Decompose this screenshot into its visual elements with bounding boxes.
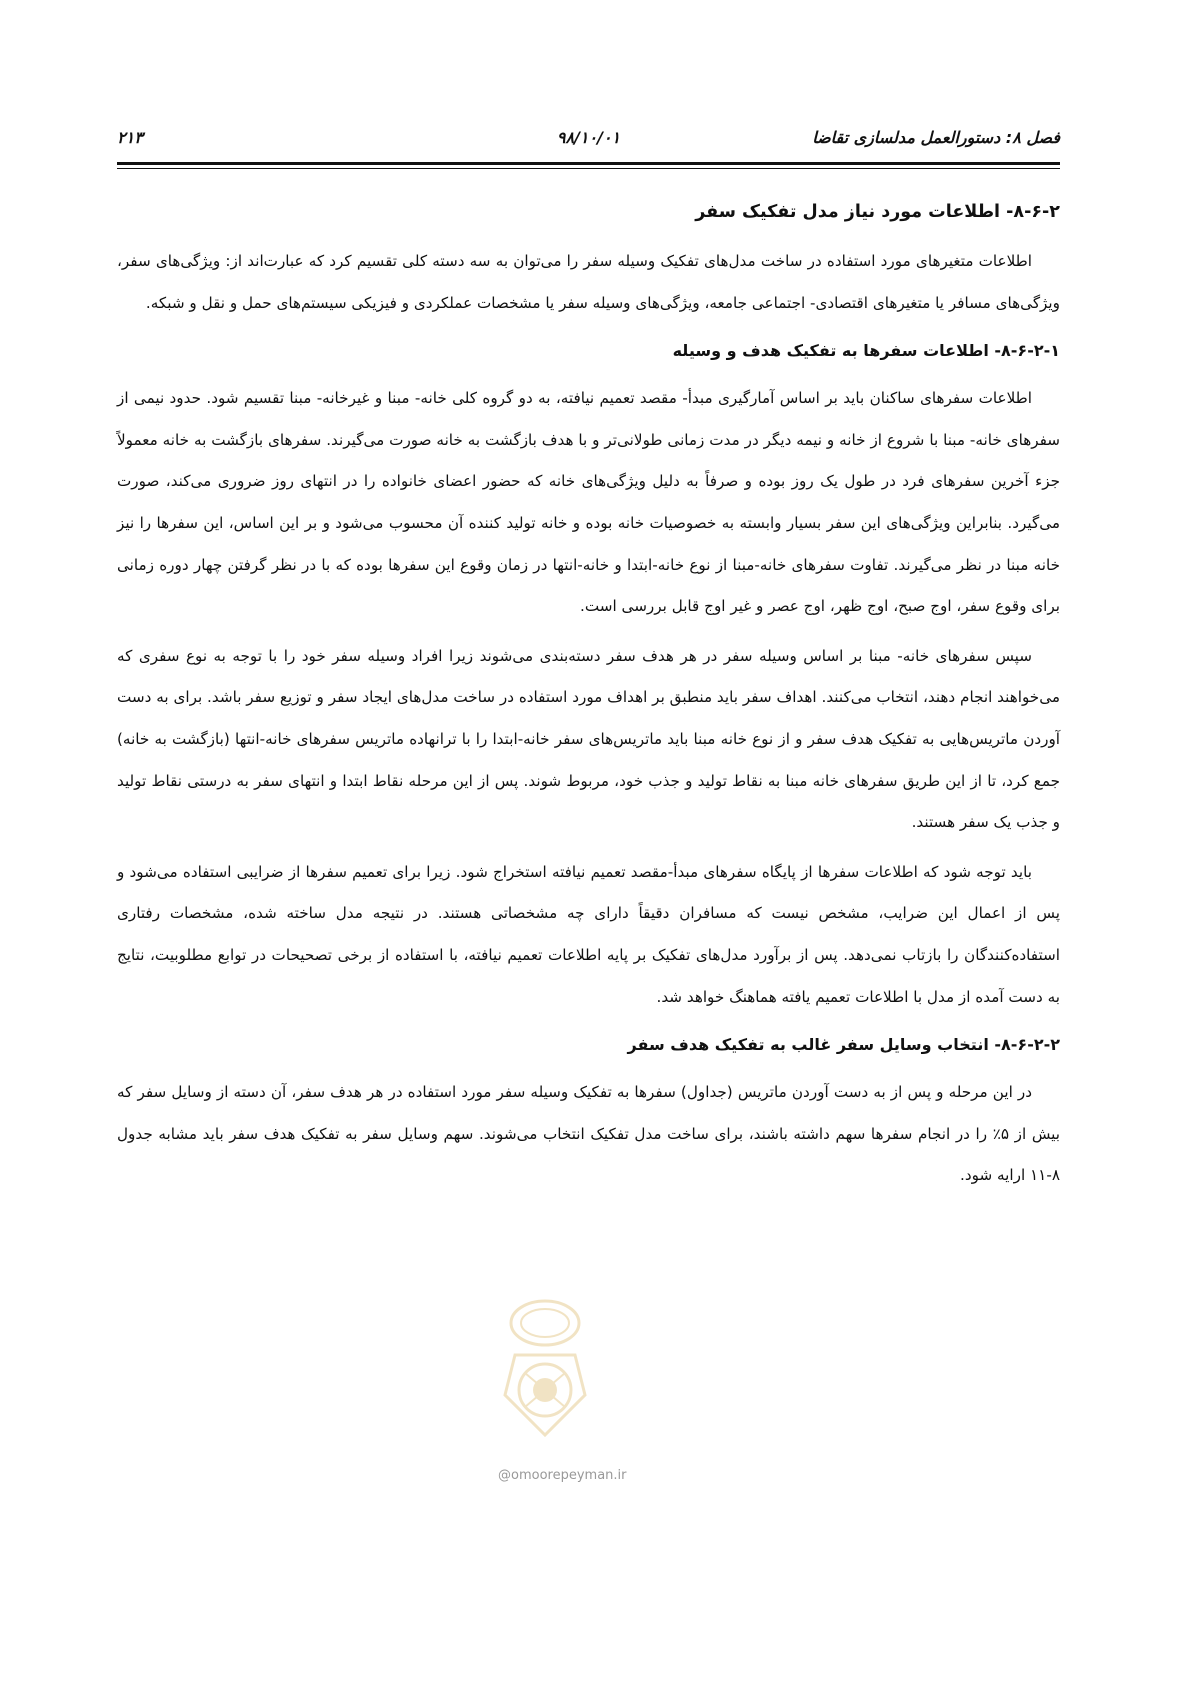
- paragraph: باید توجه شود که اطلاعات سفرها از پایگاه سفرهای مبدأ-مقصد تعمیم نیافته استخراج شود. زیرا برای تعمیم سفرها از ضرایبی استفاده می‌شود و پس از اعمال این ضرایب، مشخص نیست که مسافران دقیقاً دارای چه مشخصاتی هستند. در نتیجه مدل ساخته شده، مشخصات رفتاری استفاده‌کنندگان را بازتاب نمی‌دهد. پس از برآورد مدل‌های تفکیک بر پایه اطلاعات تعمیم نیافته، با استفاده از برخی تصحیحات در توابع مطلوبیت، نتایج به دست آمده از مدل با اطلاعات تعمیم یافته هماهنگ خواهد شد.: [117, 862, 1060, 1006]
- subsection-1-heading: ۸-۶-۲-۱- اطلاعات سفرها به تفکیک هدف و وسیله: [672, 341, 1060, 361]
- paragraph: اطلاعات سفرهای ساکنان باید بر اساس آمارگیری مبدأ- مقصد تعمیم نیافته، به دو گروه کلی خانه- مبنا و غیرخانه- مبنا تقسیم شود. حدود نیمی از سفرهای خانه- مبنا با شروع از خانه و نیمه دیگر در مدت زمانی طولانی‌تر و با هدف بازگشت به خانه صورت می‌گیرند. سفرهای بازگشت به خانه معمولاً جزء آخرین سفرهای فرد در طول یک روز بوده و صرفاً به دلیل ویژگی‌های خانه که حضور اعضای خانواده را در انتهای روز ضروری می‌کند، صورت می‌گیرد. بنابراین ویژگی‌های این سفر بسیار وابسته به خصوصیات خانه بوده و خانه تولید کننده آن محسوب می‌شود و بر این اساس، این سفرها را نیز خانه مبنا در نظر می‌گیرند. تفاوت سفرهای خانه-مبنا از نوع خانه-ابتدا و خانه-انتها در زمان وقوع این سفرها بوده که با در نظر گرفتن چهار دوره زمانی برای وقوع سفر، اوج صبح، اوج ظهر، اوج عصر و غیر اوج قابل بررسی است.: [117, 389, 1060, 616]
- page-content: [117, 195, 1060, 1207]
- seal-watermark-icon: [485, 1295, 605, 1445]
- subsection-2-heading: ۸-۶-۲-۲- انتخاب وسایل سفر غالب به تفکیک هدف سفر: [627, 1035, 1060, 1055]
- page-header: [117, 128, 1060, 158]
- header-rule-thin: [117, 168, 1060, 169]
- watermark-site: @omoorepeyman.ir: [498, 1468, 627, 1483]
- header-date: ۹۸/۱۰/۰۱: [556, 128, 621, 147]
- header-rule-thick: [117, 162, 1060, 165]
- section-heading: ۸-۶-۲- اطلاعات مورد نیاز مدل تفکیک سفر: [695, 202, 1060, 222]
- chapter-title: فصل ۸: دستورالعمل مدلسازی تقاضا: [812, 128, 1060, 147]
- paragraph: سپس سفرهای خانه- مبنا بر اساس وسیله سفر در هر هدف سفر دسته‌بندی می‌شوند زیرا افراد وسیله سفر خود را با توجه به نوع سفری که می‌خواهند انجام دهند، انتخاب می‌کنند. اهداف سفر باید منطبق بر اهداف مورد استفاده در ساخت مدل‌های ایجاد سفر و توزیع سفر باشد. برای به دست آوردن ماتریس‌هایی به تفکیک هدف سفر و از نوع خانه مبنا باید ماتریس‌های سفر خانه-ابتدا را با ترانهاده ماتریس سفرهای خانه-انتها (بازگشت به خانه) جمع کرد، تا از این طریق سفرهای خانه مبنا به نقاط تولید و جذب خود، مربوط شوند. پس از این مرحله نقاط ابتدا و انتهای سفر به درستی نقاط تولید و جذب یک سفر هستند.: [117, 646, 1060, 832]
- page-number: ۲۱۳: [117, 128, 143, 147]
- section-intro-paragraph: اطلاعات متغیرهای مورد استفاده در ساخت مدل‌های تفکیک وسیله سفر را می‌توان به سه دسته کلی تقسیم کرد که عبارت‌اند از: ویژگی‌های سفر، ویژگی‌های مسافر یا متغیرهای اقتصادی- اجتماعی جامعه، ویژگی‌های وسیله سفر یا مشخصات عملکردی و فیزیکی سیستم‌های حمل و نقل و شبکه.: [117, 252, 1060, 312]
- paragraph: در این مرحله و پس از به دست آوردن ماتریس (جداول) سفرها به تفکیک وسیله سفر مورد استفاده در هر هدف سفر، آن دسته از وسایل سفر که بیش از ۵٪ را در انجام سفرها سهم داشته باشند، برای ساخت مدل تفکیک انتخاب می‌شوند. سهم وسایل سفر به تفکیک هدف سفر باید مشابه جدول ۸-۱۱ ارایه شود.: [117, 1083, 1060, 1185]
